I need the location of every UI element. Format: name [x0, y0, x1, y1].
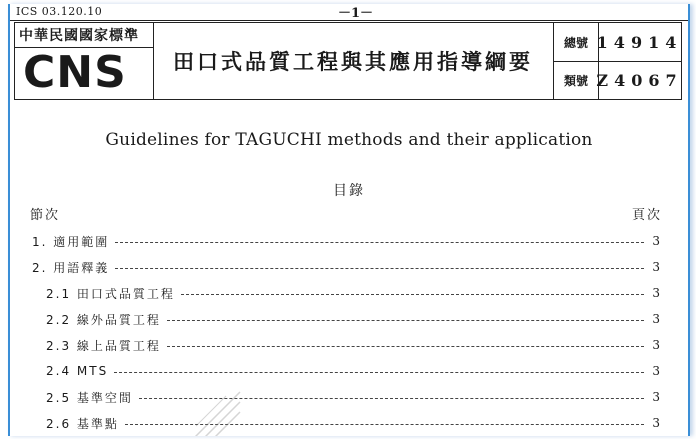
- total-number-label: 總號: [554, 23, 599, 61]
- watermark-stamp: [186, 386, 246, 436]
- header-left-cell: [15, 23, 154, 99]
- english-title: Guidelines for TAGUCHI methods and their application: [105, 130, 593, 150]
- toc-entry-label: 2.2 線外品質工程: [46, 312, 161, 327]
- toc-entry-page: 3: [652, 416, 662, 430]
- toc-heading: 目錄: [333, 183, 365, 199]
- toc-entry[interactable]: [46, 386, 662, 408]
- column-page-label: 頁次: [631, 208, 662, 223]
- toc-entry-page: 3: [652, 260, 662, 274]
- toc-entry-label: 2.4 MTS: [46, 364, 109, 378]
- header-right-cell: [553, 23, 681, 99]
- leader-dots: [115, 242, 644, 243]
- ics-code: ICS 03.120.10: [16, 5, 103, 18]
- toc-entry-page: 3: [652, 286, 662, 300]
- toc-entry-page: 3: [652, 234, 662, 248]
- toc-entry-label: 2.1 田口式品質工程: [46, 286, 175, 301]
- total-number-row: [554, 23, 681, 62]
- toc-entry-label: 2.5 基準空間: [46, 390, 133, 405]
- toc-entry[interactable]: [46, 308, 662, 330]
- page-number: －1－: [338, 6, 374, 21]
- cns-logo: CNS: [23, 47, 127, 98]
- toc-entry-label: 2. 用語釋義: [32, 260, 110, 275]
- toc-entry[interactable]: [32, 256, 662, 278]
- toc-entry-label: 2.3 線上品質工程: [46, 338, 161, 353]
- standard-title: 田口式品質工程與其應用指導綱要: [173, 50, 533, 74]
- top-rule: [10, 20, 688, 21]
- leader-dots: [167, 346, 644, 347]
- toc-entry-page: 3: [652, 312, 662, 326]
- toc-entry-label: 1. 適用範圍: [32, 234, 110, 249]
- toc-entry[interactable]: [46, 334, 662, 356]
- toc-entry[interactable]: [46, 412, 662, 434]
- leader-dots: [181, 294, 644, 295]
- column-section-label: 節次: [30, 208, 61, 223]
- category-row: [554, 61, 681, 99]
- category-value: Z4067: [596, 70, 683, 90]
- toc-entry[interactable]: [46, 360, 662, 382]
- toc-entry-page: 3: [652, 338, 662, 352]
- leader-dots: [115, 268, 644, 269]
- toc-entry-page: 3: [652, 364, 662, 378]
- toc-entry-page: 3: [652, 390, 662, 404]
- toc-entry[interactable]: [32, 230, 662, 252]
- organization-name: 中華民國國家標準: [19, 28, 139, 44]
- toc-entry-label: 2.6 基準點: [46, 416, 119, 431]
- total-number-value: 14914: [596, 32, 683, 52]
- document-page: [8, 4, 690, 436]
- category-label: 類號: [554, 61, 599, 99]
- leader-dots: [114, 372, 644, 373]
- standard-header: [14, 22, 682, 100]
- leader-dots: [167, 320, 644, 321]
- toc-entry[interactable]: [46, 282, 662, 304]
